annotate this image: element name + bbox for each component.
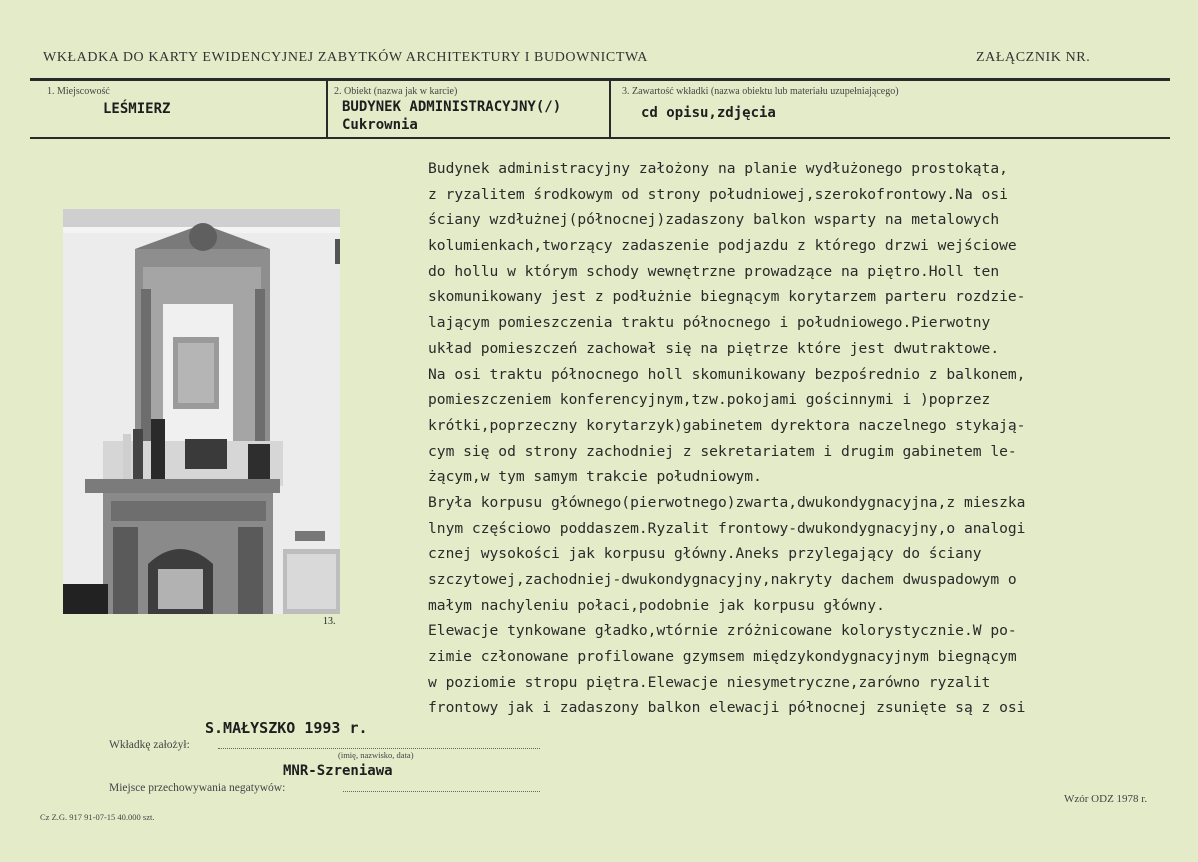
description-line: zimie członowane profilowane gzymsem międzykondygnacyjnym biegnącym: [428, 648, 1017, 666]
description-line: Elewacje tynkowane gładko,wtórnie zróżnicowane kolorystycznie.W po-: [428, 622, 1017, 640]
description-line: do hollu w którym schody wewnętrzne prowadzące na piętro.Holl ten: [428, 262, 1000, 280]
form-model: Wzór ODZ 1978 r.: [1064, 793, 1148, 805]
description-line: krótki,poprzeczny korytarzyk)gabinetem dyrektora naczelnego stykają-: [428, 416, 1026, 434]
description-line: Bryła korpusu głównego(pierwotnego)zwarta,dwukondygnacyjna,z mieszka: [428, 493, 1026, 511]
description-line: pomieszczeniem konferencyjnym,tzw.pokojami gościnnymi i )poprzez: [428, 391, 991, 409]
description-line: Na osi traktu północnego holl skomunikowany bezpośrednio z balkonem,: [428, 365, 1026, 383]
description-line: kolumienkach,tworzący zadaszenie podjazdu z którego drzwi wejściowe: [428, 237, 1017, 255]
fireplace-image: [63, 209, 340, 614]
author-label: Wkładkę założył:: [109, 739, 190, 751]
description-line: układ pomieszczeń zachował się na piętrze które jest dwutraktowe.: [428, 339, 1000, 357]
description-line: cym się od strony zachodniej z sekretariatem i drugim gabinetem le-: [428, 442, 1017, 460]
place-value: LEŚMIERZ: [103, 101, 171, 117]
object-value-line2: Cukrownia: [342, 117, 418, 133]
field-divider-2: [609, 80, 611, 138]
description-line: lnym częściowo poddaszem.Ryzalit frontowy-dwukondygnacyjny,o analogi: [428, 519, 1026, 537]
storage-value: MNR-Szreniawa: [283, 763, 393, 779]
description-text: [428, 156, 1128, 721]
fields-bottom-rule: [30, 137, 1170, 139]
description-line: Budynek administracyjny założony na planie wydłużonego prostokąta,: [428, 160, 1008, 177]
field-divider-1: [326, 80, 328, 138]
description-line: frontowy jak i zadaszony balkon elewacji północnej zsunięte są z osi: [428, 699, 1026, 717]
description-line: z ryzalitem środkowym od strony południowej,szerokofrontowy.Na osi: [428, 185, 1008, 203]
author-hint: (imię, nazwisko, data): [338, 750, 414, 760]
description-line: małym nachyleniu połaci,podobnie jak korpusu główny.: [428, 596, 885, 614]
storage-dotted-line: [343, 791, 540, 792]
contents-value: cd opisu,zdjęcia: [641, 105, 776, 121]
author-value: S.MAŁYSZKO 1993 r.: [205, 719, 368, 737]
description-line: cznej wysokości jak korpusu główny.Aneks przylegający do ściany: [428, 545, 982, 563]
fireplace-photo: [63, 209, 340, 614]
contents-label: 3. Zawartość wkładki (nazwa obiektu lub materiału uzupełniającego): [622, 86, 899, 97]
object-label: 2. Obiekt (nazwa jak w karcie): [334, 86, 458, 97]
description-line: żącym,w tym samym trakcie południowym.: [428, 468, 762, 486]
object-value-line1: BUDYNEK ADMINISTRACYJNY(/): [342, 99, 562, 115]
place-label: 1. Miejscowość: [47, 86, 110, 97]
attachment-label: ZAŁĄCZNIK NR.: [976, 50, 1091, 65]
author-dotted-line: [218, 748, 540, 749]
description-line: lającym pomieszczenia traktu północnego i południowego.Pierwotny: [428, 314, 991, 332]
print-info: Cz Z.G. 917 91-07-15 40.000 szt.: [40, 812, 155, 822]
top-rule: [30, 78, 1170, 81]
description-line: szczytowej,zachodniej-dwukondygnacyjny,nakryty dachem dwuspadowym o: [428, 571, 1017, 588]
description-line: skomunikowany jest z podłużnie biegnącym korytarzem parteru rozdzie-: [428, 288, 1026, 306]
storage-label: Miejsce przechowywania negatywów:: [109, 782, 286, 794]
card-title: WKŁADKA DO KARTY EWIDENCYJNEJ ZABYTKÓW ARCHITEKTURY I BUDOWNICTWA: [43, 50, 648, 65]
description-line: ściany wzdłużnej(północnej)zadaszony balkon wsparty na metalowych: [428, 211, 1000, 229]
photo-number: 13.: [323, 616, 336, 627]
description-line: w poziomie stropu piętra.Elewacje niesymetryczne,zarówno ryzalit: [428, 673, 991, 691]
